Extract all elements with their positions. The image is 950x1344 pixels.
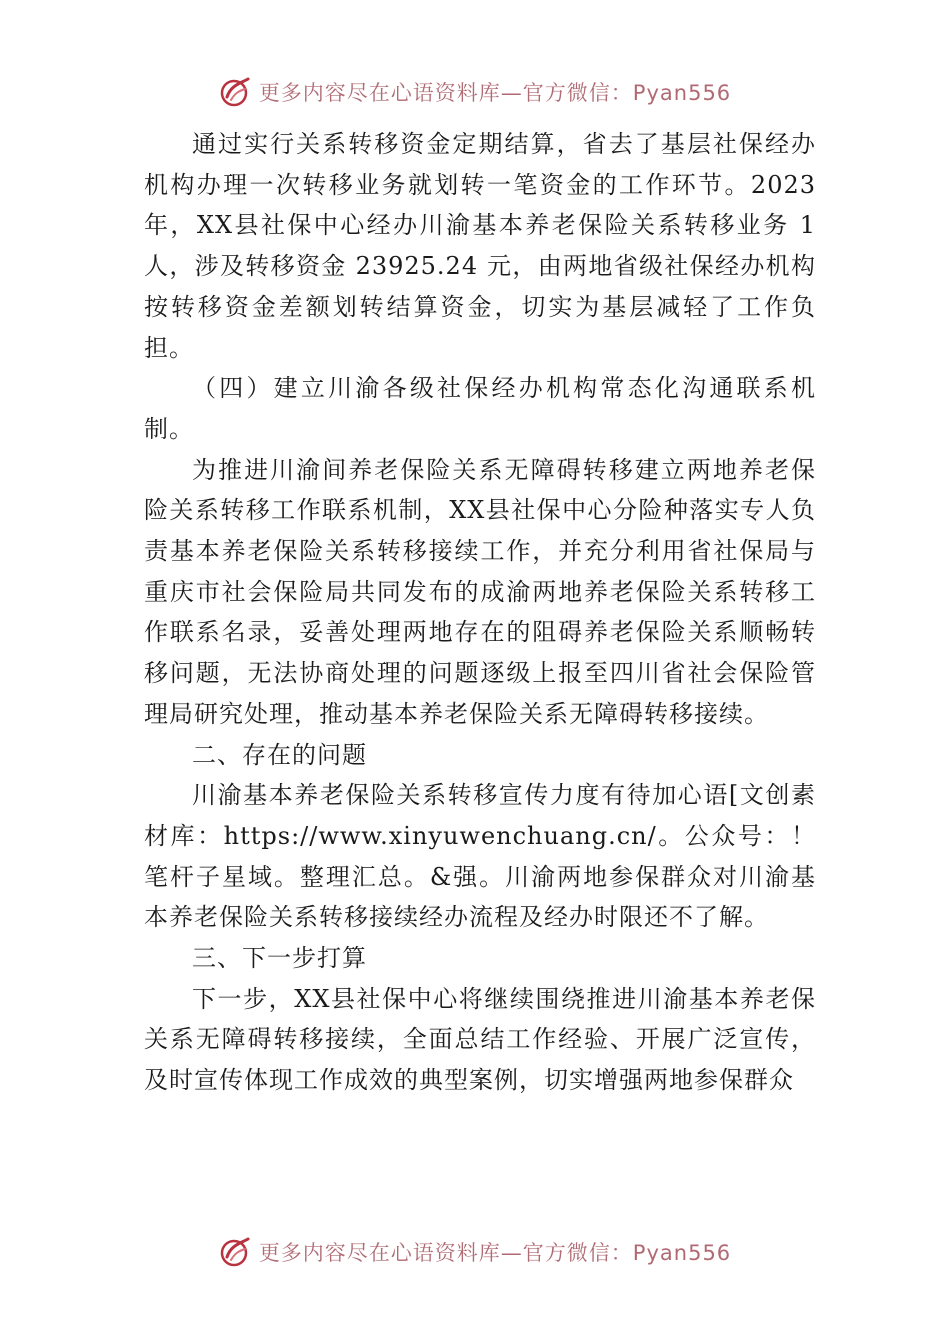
section-heading: 二、存在的问题 (192, 740, 367, 769)
watermark-text: 更多内容尽在心语资料库—官方微信：Pyan556 (258, 1241, 732, 1265)
section-heading: 三、下一步打算 (192, 944, 367, 973)
header-watermark-banner (0, 72, 950, 112)
paragraph: 为推进川渝间养老保险关系无障碍转移建立两地养老保险关系转移工作联系机制，XX县社保中心分险种落实专人负责基本养老保险关系转移接续工作，并充分利用省社保局与重庆市社会保险局共同发布的成渝两地养老保险关系转移工作联系名录，妥善处理两地存在的阻碍养老保险关系顺畅转移问题，无法协商处理的问题逐级上报至四川省社会保险管理局研究处理，推动基本养老保险关系无障碍转移接续。 (144, 455, 816, 728)
paragraph: 通过实行关系转移资金定期结算，省去了基层社保经办机构办理一次转移业务就划转一笔资金的工作环节。2023年，XX县社保中心经办川渝基本养老保险关系转移业务 1人，涉及转移资金 23925.24 元，由两地省级社保经办机构按转移资金差额划转结算资金，切实为基层减轻了工作负担。 (144, 130, 816, 362)
document-body (144, 124, 816, 1101)
paragraph: 川渝基本养老保险关系转移宣传力度有待加心语[文创素材库：https://www.xinyuwenchuang.cn/。公众号：！笔杆子星域。整理汇总。&强。川渝两地参保群众对川渝基本养老保险关系转移接续经办流程及经办时限还不了解。 (144, 781, 816, 932)
footer-watermark-banner (0, 1232, 950, 1272)
logo-icon (219, 75, 253, 109)
paragraph: 下一步，XX县社保中心将继续围绕推进川渝基本养老保关系无障碍转移接续，全面总结工作经验、开展广泛宣传， 及时宣传体现工作成效的典型案例，切实增强两地参保群众 (144, 984, 816, 1095)
logo-icon (219, 1235, 253, 1269)
section-heading: （四）建立川渝各级社保经办机构常态化沟通联系机制。 (144, 374, 816, 443)
watermark-text: 更多内容尽在心语资料库—官方微信：Pyan556 (258, 81, 732, 105)
